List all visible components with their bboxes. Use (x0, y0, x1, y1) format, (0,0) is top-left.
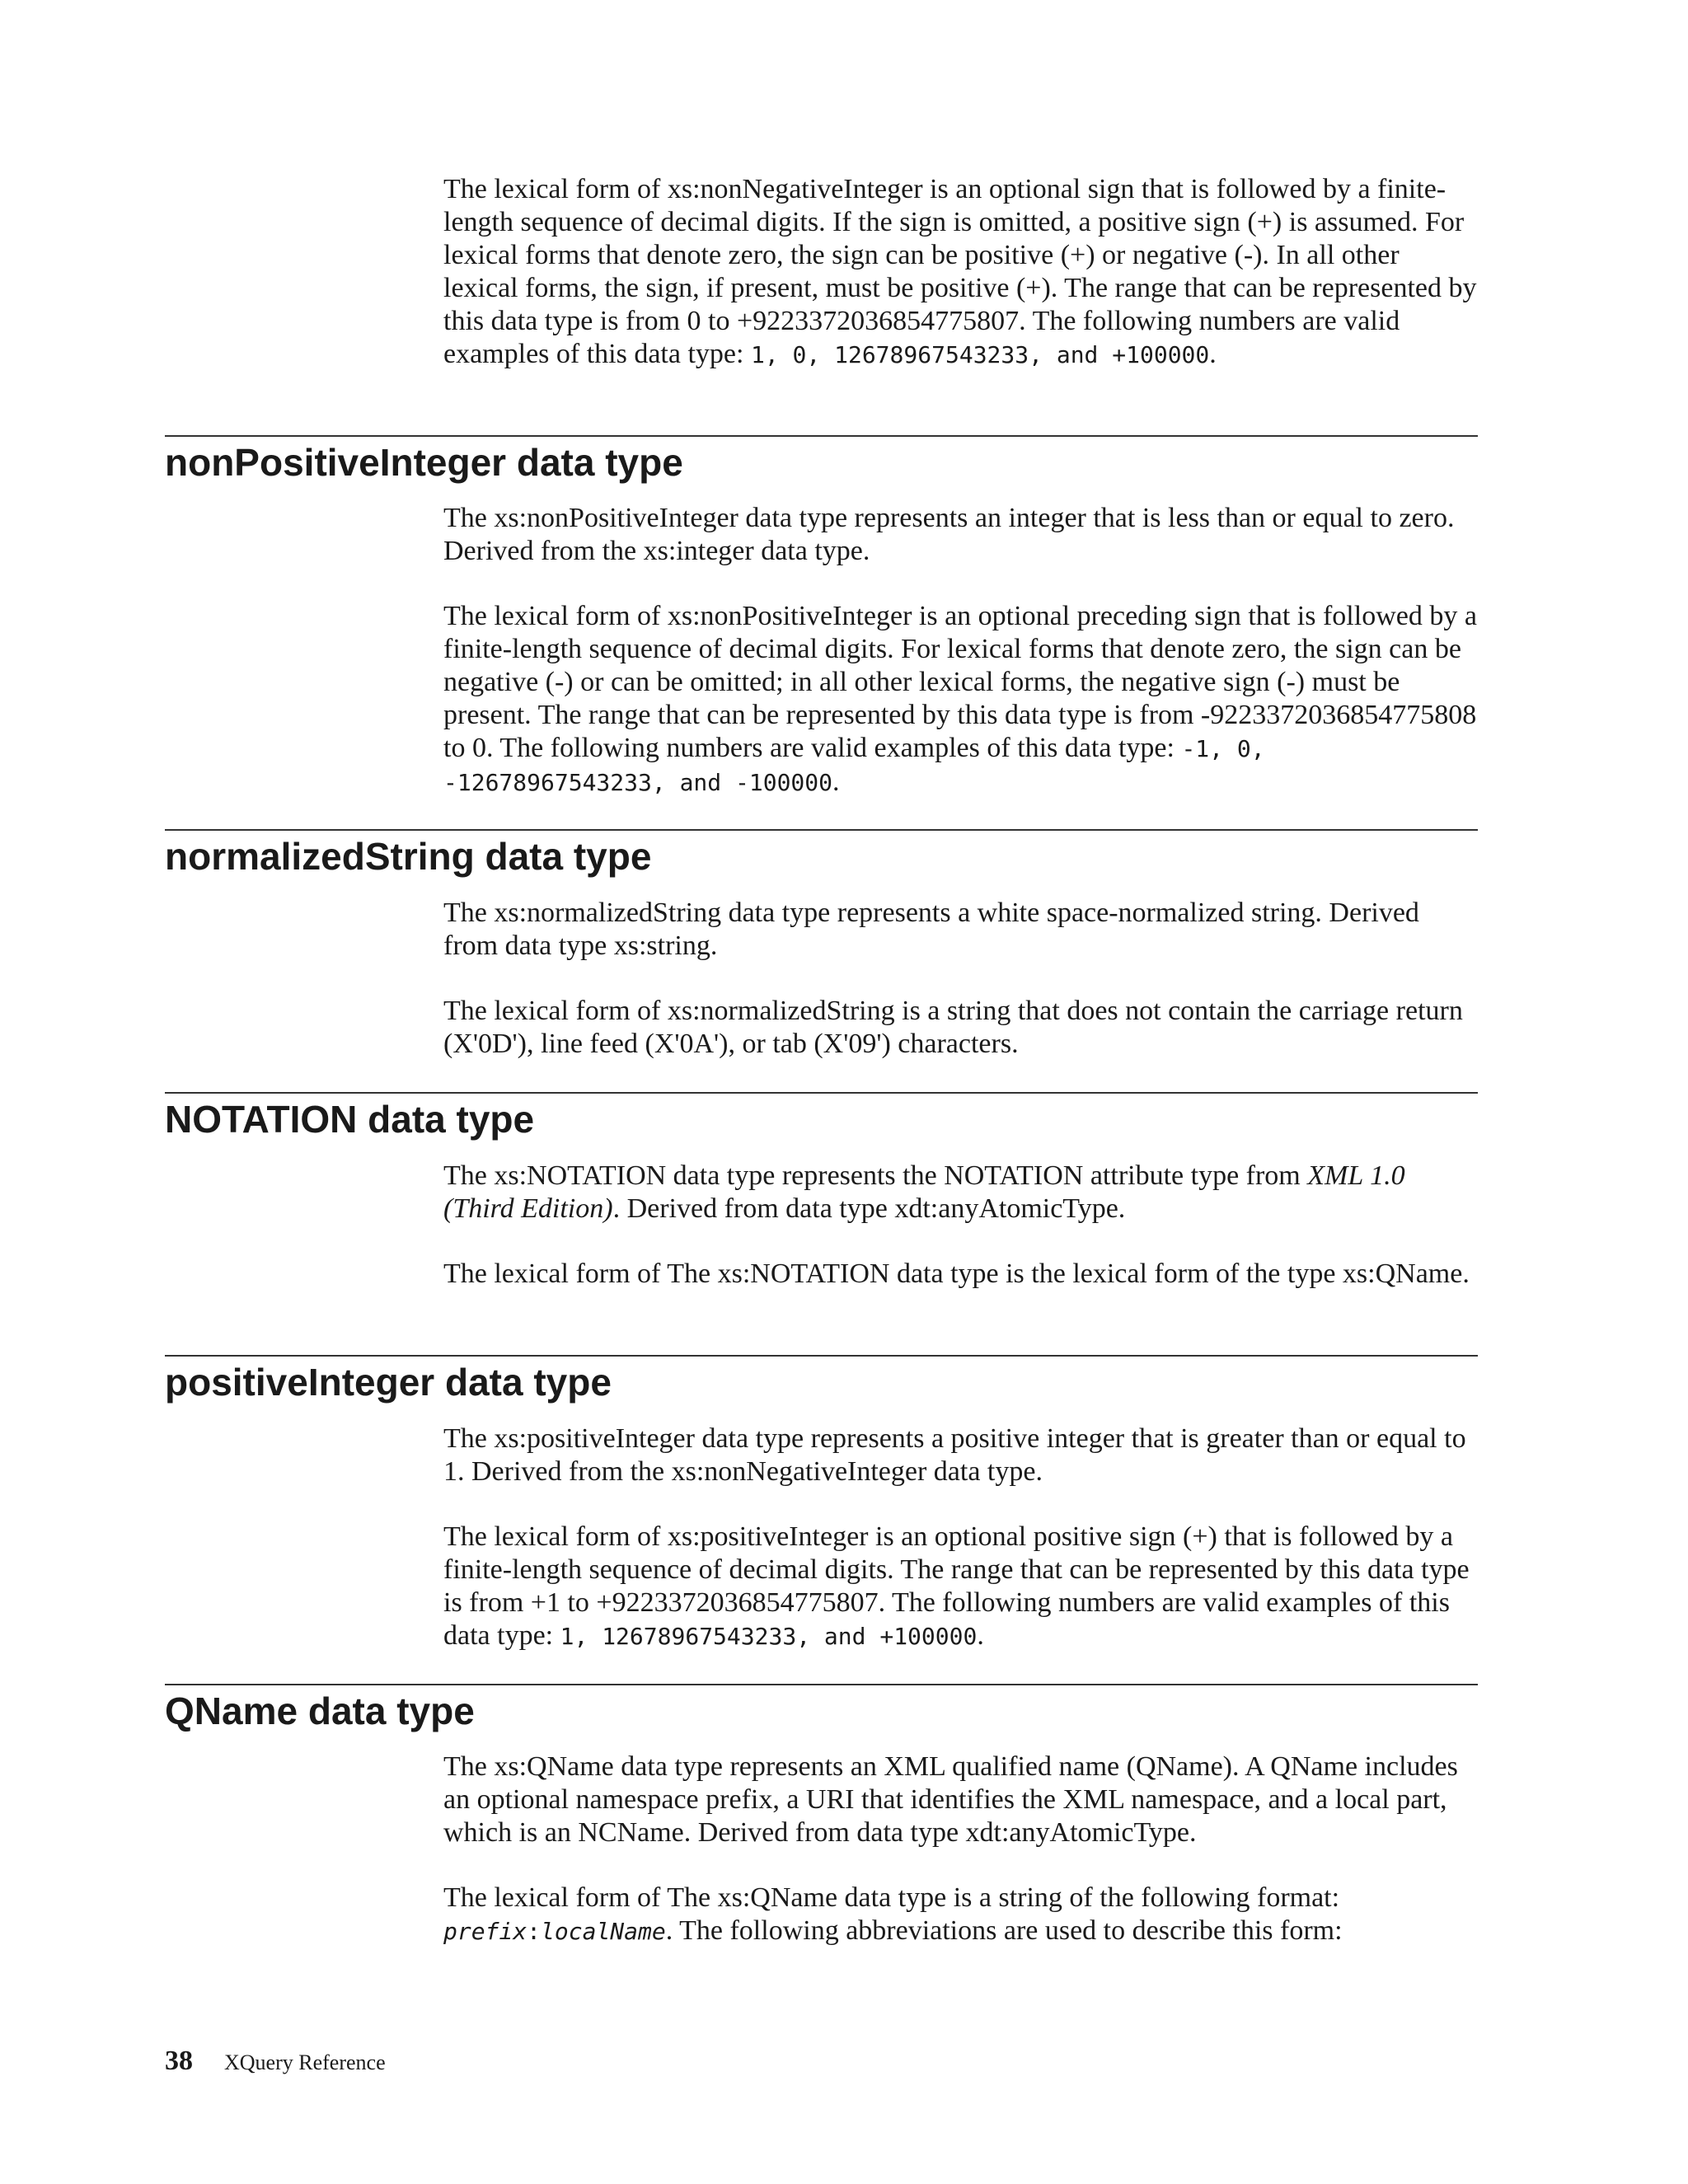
section-divider (165, 1684, 1478, 1685)
section-divider (165, 1092, 1478, 1094)
positive-text: The lexical form of xs:positiveInteger is an optional positive sign (+) that is followed by a finite-length sequence of decimal digits. The range that can be represented by this data type is from +1 to +9223372036854775807. The following numbers are valid examples of this data type: (443, 1521, 1470, 1651)
book-title: XQuery Reference (224, 2050, 386, 2074)
section-divider (165, 1355, 1478, 1357)
heading-qname: QName data type (165, 1690, 475, 1732)
qname-paragraph-2 (443, 1882, 1478, 1948)
qname-prefix-code: prefix (443, 1918, 528, 1945)
positive-period: . (977, 1620, 984, 1651)
normalized-paragraph-1: The xs:normalizedString data type represents a white space-normalized string. Derived from data type xs:string. (443, 898, 1419, 961)
qname-paragraph-1: The xs:QName data type represents an XML qualified name (QName). A QName includes an optional namespace prefix, a URI that identifies the XML namespace, and a local part, which is an NCName. Derived from data type xdt:anyAtomicType. (443, 1751, 1458, 1848)
intro-period: . (1209, 339, 1217, 369)
notation-paragraph-2: The lexical form of The xs:NOTATION data type is the lexical form of the type xs:QName. (443, 1258, 1470, 1289)
qname-text: The lexical form of The xs:QName data type is a string of the following format: (443, 1882, 1340, 1913)
notation-text: The xs:NOTATION data type represents the NOTATION attribute type from (443, 1160, 1308, 1191)
section-nonpositiveinteger-body (443, 502, 1478, 832)
intro-code: 1, 0, 12678967543233, and +100000 (750, 341, 1210, 368)
positive-paragraph-1: The xs:positiveInteger data type represents a positive integer that is greater than or equal to 1. Derived from the xs:nonNegativeInteger data type. (443, 1423, 1466, 1487)
nonpositive-text: The lexical form of xs:nonPositiveInteger is an optional preceding sign that is followed by a finite-length sequence of decimal digits. For lexical forms that denote zero, the sign can be negative (-) or can be omitted; in all other lexical forms, the negative sign (-) must be present. The range that can be represented by this data type is from -9223372036854775808 to 0. The following numbers are valid examples of this data type: (443, 601, 1477, 763)
qname-colon-code: : (527, 1918, 542, 1945)
qname-localname-code: localName (541, 1918, 666, 1945)
heading-nonpositiveinteger: nonPositiveInteger data type (165, 441, 683, 484)
notation-xml-reference: XML 1.0 (Third Edition) (443, 1160, 1405, 1224)
positive-code: 1, 12678967543233, and +100000 (560, 1623, 978, 1650)
notation-text-end: . Derived from data type xdt:anyAtomicType. (612, 1193, 1126, 1224)
nonpositive-paragraph-2 (443, 600, 1478, 799)
heading-notation: NOTATION data type (165, 1098, 535, 1141)
page-number: 38 (165, 2046, 193, 2076)
section-divider (165, 435, 1478, 437)
positive-paragraph-2 (443, 1521, 1478, 1653)
section-divider (165, 829, 1478, 831)
heading-positiveinteger: positiveInteger data type (165, 1361, 612, 1404)
section-positiveinteger-body (443, 1422, 1478, 1685)
section-notation-body (443, 1160, 1478, 1323)
section-normalizedstring-body (443, 897, 1478, 1093)
qname-text-end: . The following abbreviations are used to describe this form: (665, 1915, 1343, 1946)
intro-section (443, 173, 1478, 404)
section-qname-body (443, 1750, 1478, 1980)
intro-paragraph (443, 173, 1478, 372)
nonpositive-code: -1, 0, -12678967543233, and -100000 (443, 735, 1265, 796)
page-footer (165, 2046, 386, 2077)
heading-normalizedstring: normalizedString data type (165, 835, 652, 878)
notation-paragraph-1 (443, 1160, 1478, 1226)
intro-text: The lexical form of xs:nonNegativeInteger is an optional sign that is followed by a finite-length sequence of decimal digits. If the sign is omitted, a positive sign (+) is assumed. For lexical forms that denote zero, the sign can be positive (+) or negative (-). In all other lexical forms, the sign, if present, must be positive (+). The range that can be represented by this data type is from 0 to +9223372036854775807. The following numbers are valid examples of this data type: (443, 174, 1477, 369)
normalized-paragraph-2: The lexical form of xs:normalizedString is a string that does not contain the carriage return (X'0D'), line feed (X'0A'), or tab (X'09') characters. (443, 996, 1463, 1059)
nonpositive-period: . (832, 766, 840, 797)
nonpositive-paragraph-1: The xs:nonPositiveInteger data type represents an integer that is less than or equal to zero. Derived from the xs:integer data type. (443, 503, 1455, 566)
